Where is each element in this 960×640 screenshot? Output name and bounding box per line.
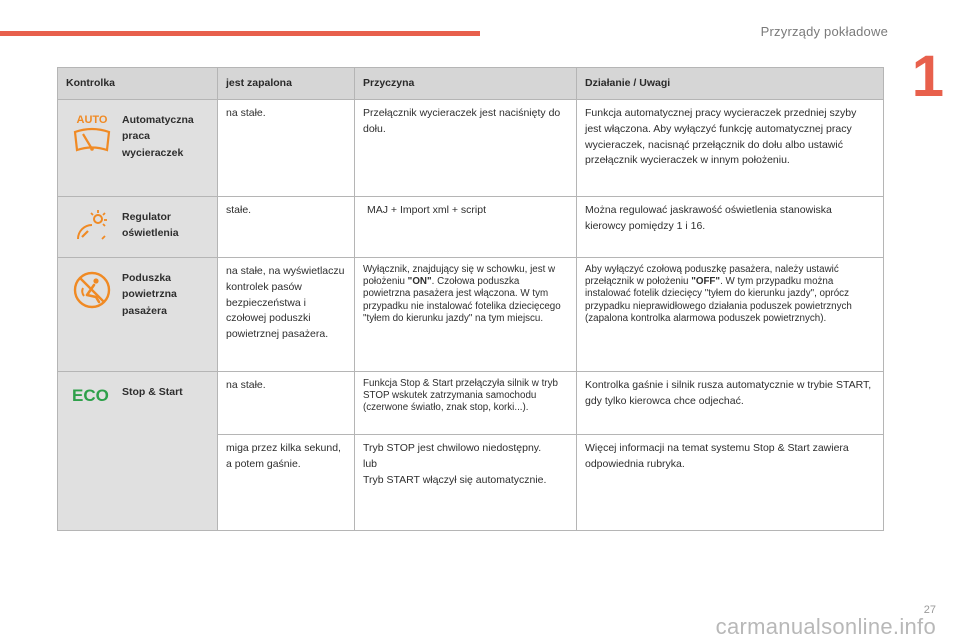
svg-text:ECO: ECO [72, 386, 109, 405]
table-header-row [58, 68, 884, 100]
action-cell: Kontrolka gaśnie i silnik rusza automatycznie w trybie START, gdy tylko kierowca chce odjechać. [577, 372, 884, 435]
cause-cell [355, 258, 577, 372]
lamp-name: Regulator oświetlenia [122, 211, 179, 240]
lit-cell: miga przez kilka sekund, a potem gaśnie. [218, 435, 355, 531]
cause-cell: MAJ + Import xml + script [355, 197, 577, 258]
cause-text: lub [363, 457, 378, 470]
lamp-cell [58, 372, 218, 531]
cause-text: . Czołowa poduszka powietrzna pasażera jest włączona. W tym przypadku nie instalować fotelika dziecięcego "tyłem do kierunku jazdy" na tym miejscu. [363, 276, 561, 324]
lit-cell: na stałe. [218, 100, 355, 197]
cause-text: Wyłącznik, znajdujący się w schowku, jest w położeniu [363, 264, 556, 288]
lamp-cell [58, 100, 218, 197]
warning-lamps-table [57, 67, 884, 531]
accent-bar [0, 31, 480, 36]
lamp-cell [58, 258, 218, 372]
lamp-name: Stop & Start [122, 386, 183, 398]
column-header: Działanie / Uwagi [577, 68, 884, 100]
svg-text:AUTO: AUTO [76, 114, 108, 126]
cause-text: Tryb STOP jest chwilowo niedostępny. [363, 442, 542, 454]
cause-cell: Funkcja Stop & Start przełączyła silnik w tryb STOP wskutek zatrzymania samochodu (czerwone światło, znak stop, korki...). [355, 372, 577, 435]
chapter-number: 1 [911, 44, 944, 109]
passenger-airbag-off-icon [72, 270, 112, 310]
lamp-name: Automatyczna praca wycieraczek [122, 114, 194, 159]
cause-cell: Przełącznik wycieraczek jest naciśnięty do dołu. [355, 100, 577, 197]
off-label: "OFF" [691, 276, 721, 288]
lamp-name: Poduszka powietrzna pasażera [122, 272, 177, 317]
column-header: jest zapalona [218, 68, 355, 100]
action-cell: Funkcja automatycznej pracy wycieraczek przedniej szyby jest włączona. Aby wyłączyć funkcję automatycznej pracy wycieraczek, nacisnąć przełącznik do dołu albo ustawić przełącznik wycieraczek w innym położeniu. [577, 100, 884, 197]
on-label: "ON" [407, 276, 432, 288]
column-header: Przyczyna [355, 68, 577, 100]
auto-wiper-icon [72, 112, 112, 158]
lighting-dimmer-icon [72, 209, 112, 245]
section-title: Przyrządy pokładowe [760, 24, 888, 39]
action-text: . W tym przypadku można instalować fotelik dziecięcy "tyłem do kierunku jazdy", oprócz przypadku nieprawidłowego działania poduszek powietrznych (zapalona kontrolka alarmowa poduszek powietrznych). [585, 276, 852, 324]
action-cell: Więcej informacji na temat systemu Stop & Start zawiera odpowiednia rubryka. [577, 435, 884, 531]
column-header: Kontrolka [58, 68, 218, 100]
lit-cell: stałe. [218, 197, 355, 258]
table-row [58, 197, 884, 258]
action-text: Aby wyłączyć czołową poduszkę pasażera, należy ustawić przełącznik w położeniu [585, 264, 839, 288]
lit-cell: na stałe. [218, 372, 355, 435]
eco-stop-start-icon [72, 384, 112, 406]
watermark: carmanualsonline.info [715, 614, 936, 639]
cause-cell [355, 435, 577, 531]
lit-cell: na stałe, na wyświetlaczu kontrolek pasów bezpieczeństwa i czołowej poduszki powietrznej pasażera. [218, 258, 355, 372]
table-row [58, 100, 884, 197]
cause-text: Tryb START włączył się automatycznie. [363, 473, 547, 486]
page-number: 27 [923, 604, 936, 616]
action-cell: Można regulować jaskrawość oświetlenia stanowiska kierowcy pomiędzy 1 i 16. [577, 197, 884, 258]
action-cell [577, 258, 884, 372]
lamp-cell [58, 197, 218, 258]
table-row [58, 258, 884, 372]
table-row [58, 372, 884, 435]
